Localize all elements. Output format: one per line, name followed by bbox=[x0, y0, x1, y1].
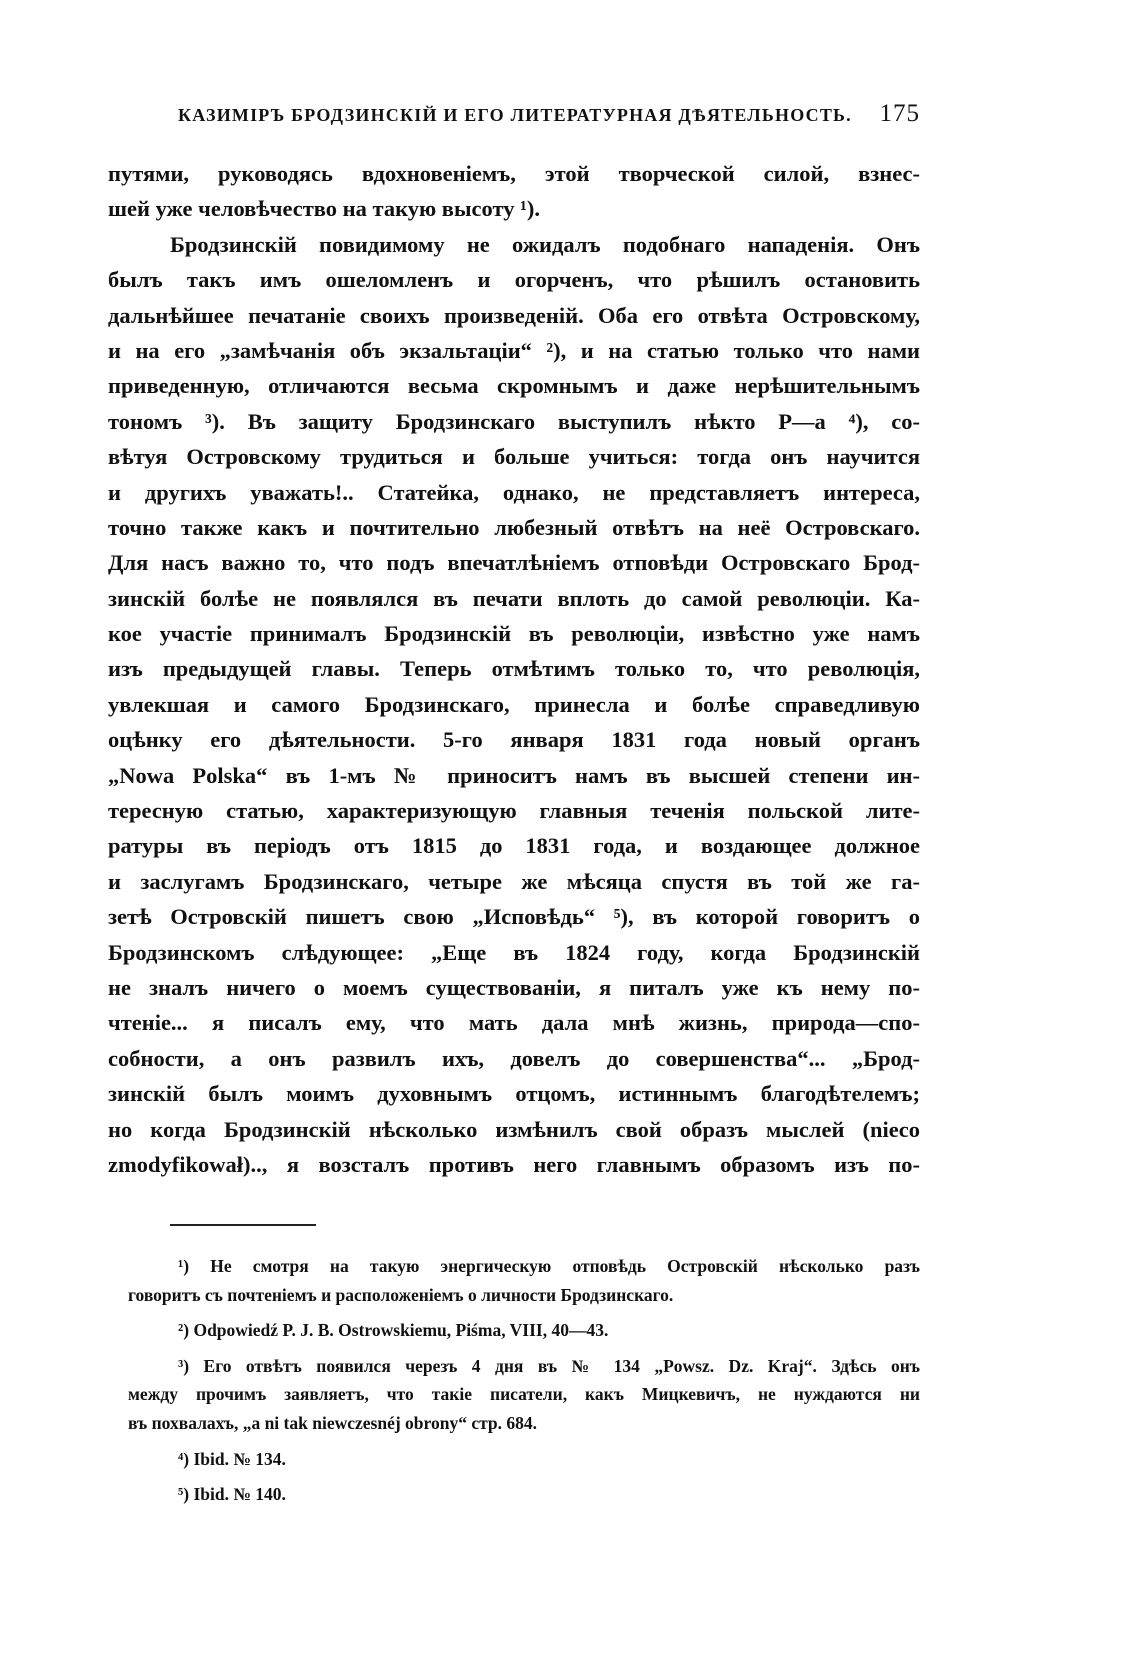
text-line: вѣтуя Островскому трудиться и больше учиться: тогда онъ научится bbox=[108, 444, 920, 470]
footnote-4 bbox=[128, 1445, 920, 1474]
text-line: „Nowa Polska“ въ 1-мъ № приноситъ намъ въ высшей степени ин- bbox=[108, 762, 920, 788]
text-line: увлекшая и самого Бродзинскаго, принесла и болѣе справедливую bbox=[108, 691, 920, 717]
text-line: тономъ ³). Въ защиту Бродзинскаго выступилъ нѣкто Р—а ⁴), со- bbox=[108, 408, 920, 434]
text-line: собности, а онъ развилъ ихъ, довелъ до совершенства“... „Брод- bbox=[108, 1045, 920, 1071]
text-line: и на его „замѣчанія объ экзальтаціи“ ²), и на статью только что нами bbox=[108, 337, 920, 363]
footnote-text: Odpowiedź P. J. B. Ostrowskiemu, Piśma, VIII, 40—43. bbox=[193, 1320, 609, 1341]
running-header bbox=[178, 100, 920, 128]
footnote-text: Ibid. № 140. bbox=[193, 1484, 286, 1505]
page-number: 175 bbox=[879, 100, 920, 127]
text-line: изъ предыдущей главы. Теперь отмѣтимъ только то, что революція, bbox=[108, 656, 920, 682]
main-text bbox=[108, 156, 920, 1182]
text-line: Бродзинскомъ слѣдующее: „Еще въ 1824 году, когда Бродзинскій bbox=[108, 939, 920, 965]
text-line: тересную статью, характеризующую главныя теченія польской лите- bbox=[108, 798, 920, 824]
footnote-1 bbox=[128, 1252, 920, 1309]
text-line: чтеніе... я писалъ ему, что мать дала мнѣ жизнь, природа—спо- bbox=[108, 1010, 920, 1036]
footnote-5 bbox=[128, 1480, 920, 1509]
footnote-marker: ²) bbox=[178, 1320, 190, 1341]
footnote-marker: ⁴) bbox=[178, 1448, 190, 1469]
footnote-line bbox=[128, 1252, 920, 1281]
text-line: не зналъ ничего о моемъ существованіи, я питалъ уже къ нему по- bbox=[108, 974, 920, 1000]
footnote-3 bbox=[128, 1352, 920, 1438]
footnote-line: въ похвалахъ, „a ni tak niewczesnéj obrony“ стр. 684. bbox=[128, 1412, 538, 1433]
text-line: дальнѣйшее печатаніе своихъ произведеній. Оба его отвѣта Островскому, bbox=[108, 302, 920, 328]
footnote-line: между прочимъ заявляетъ, что такіе писатели, какъ Мицкевичъ, не нуждаются ни bbox=[128, 1384, 920, 1405]
footnote-line bbox=[128, 1316, 920, 1345]
text-line: ратуры въ періодъ отъ 1815 до 1831 года, и воздающее должное bbox=[108, 833, 920, 859]
text-line: Бродзинскій повидимому не ожидалъ подобнаго нападенія. Онъ bbox=[170, 231, 920, 257]
footnote-text: Его отвѣтъ появился черезъ 4 дня въ № 134 „Powsz. Dz. Kraj“. Здѣсь онъ bbox=[203, 1355, 920, 1376]
text-line: шей уже человѣчество на такую высоту ¹). bbox=[108, 196, 540, 222]
footnote-marker: ⁵) bbox=[178, 1484, 190, 1505]
text-line: путями, руководясь вдохновеніемъ, этой творческой силой, взнес- bbox=[108, 161, 920, 186]
text-line: приведенную, отличаются весьма скромнымъ и даже нерѣшительнымъ bbox=[108, 373, 920, 399]
footnote-line bbox=[128, 1352, 920, 1381]
footnote-divider bbox=[170, 1224, 316, 1226]
footnote-marker: ³) bbox=[178, 1355, 190, 1376]
text-line: оцѣнку его дѣятельности. 5-го января 1831 года новый органъ bbox=[108, 727, 920, 753]
text-line: кое участіе принималъ Бродзинскій въ революціи, извѣстно уже намъ bbox=[108, 621, 920, 647]
footnote-line: говоритъ съ почтеніемъ и расположеніемъ о личности Бродзинскаго. bbox=[128, 1284, 674, 1305]
text-line: точно также какъ и почтительно любезный отвѣтъ на неё Островскаго. bbox=[108, 514, 920, 540]
footnote-line bbox=[128, 1480, 920, 1509]
text-line: зинскій болѣе не появлялся въ печати вплоть до самой революціи. Ка- bbox=[108, 585, 920, 611]
footnote-2 bbox=[128, 1316, 920, 1345]
footnote-marker: ¹) bbox=[178, 1256, 190, 1276]
text-line: но когда Бродзинскій нѣсколько измѣнилъ свой образъ мыслей (nieco bbox=[108, 1116, 920, 1142]
running-title: КАЗИМІРЪ БРОДЗИНСКІЙ И ЕГО ЛИТЕРАТУРНАЯ ДѢЯТЕЛЬНОСТЬ. bbox=[178, 105, 852, 125]
text-line: и заслугамъ Бродзинскаго, четыре же мѣсяца спустя въ той же га- bbox=[108, 868, 920, 894]
text-line: zmodyfikował).., я возсталъ противъ него главнымъ образомъ изъ по- bbox=[108, 1151, 920, 1177]
text-line: Для насъ важно то, что подъ впечатлѣніемъ отповѣди Островскаго Брод- bbox=[108, 550, 920, 576]
footnotes bbox=[128, 1252, 920, 1509]
footnote-text: Ibid. № 134. bbox=[193, 1448, 286, 1469]
footnote-text: Не смотря на такую энергическую отповѣдь Островскій нѣсколько разъ bbox=[210, 1256, 920, 1276]
text-line: и другихъ уважать!.. Статейка, однако, не представляетъ интереса, bbox=[108, 479, 920, 505]
text-line: зетѣ Островскій пишетъ свою „Исповѣдь“ ⁵), въ которой говоритъ о bbox=[108, 904, 920, 930]
footnote-line bbox=[128, 1445, 920, 1474]
text-line: зинскій былъ моимъ духовнымъ отцомъ, истиннымъ благодѣтелемъ; bbox=[108, 1081, 920, 1107]
text-line: былъ такъ имъ ошеломленъ и огорченъ, что рѣшилъ остановить bbox=[108, 267, 920, 293]
